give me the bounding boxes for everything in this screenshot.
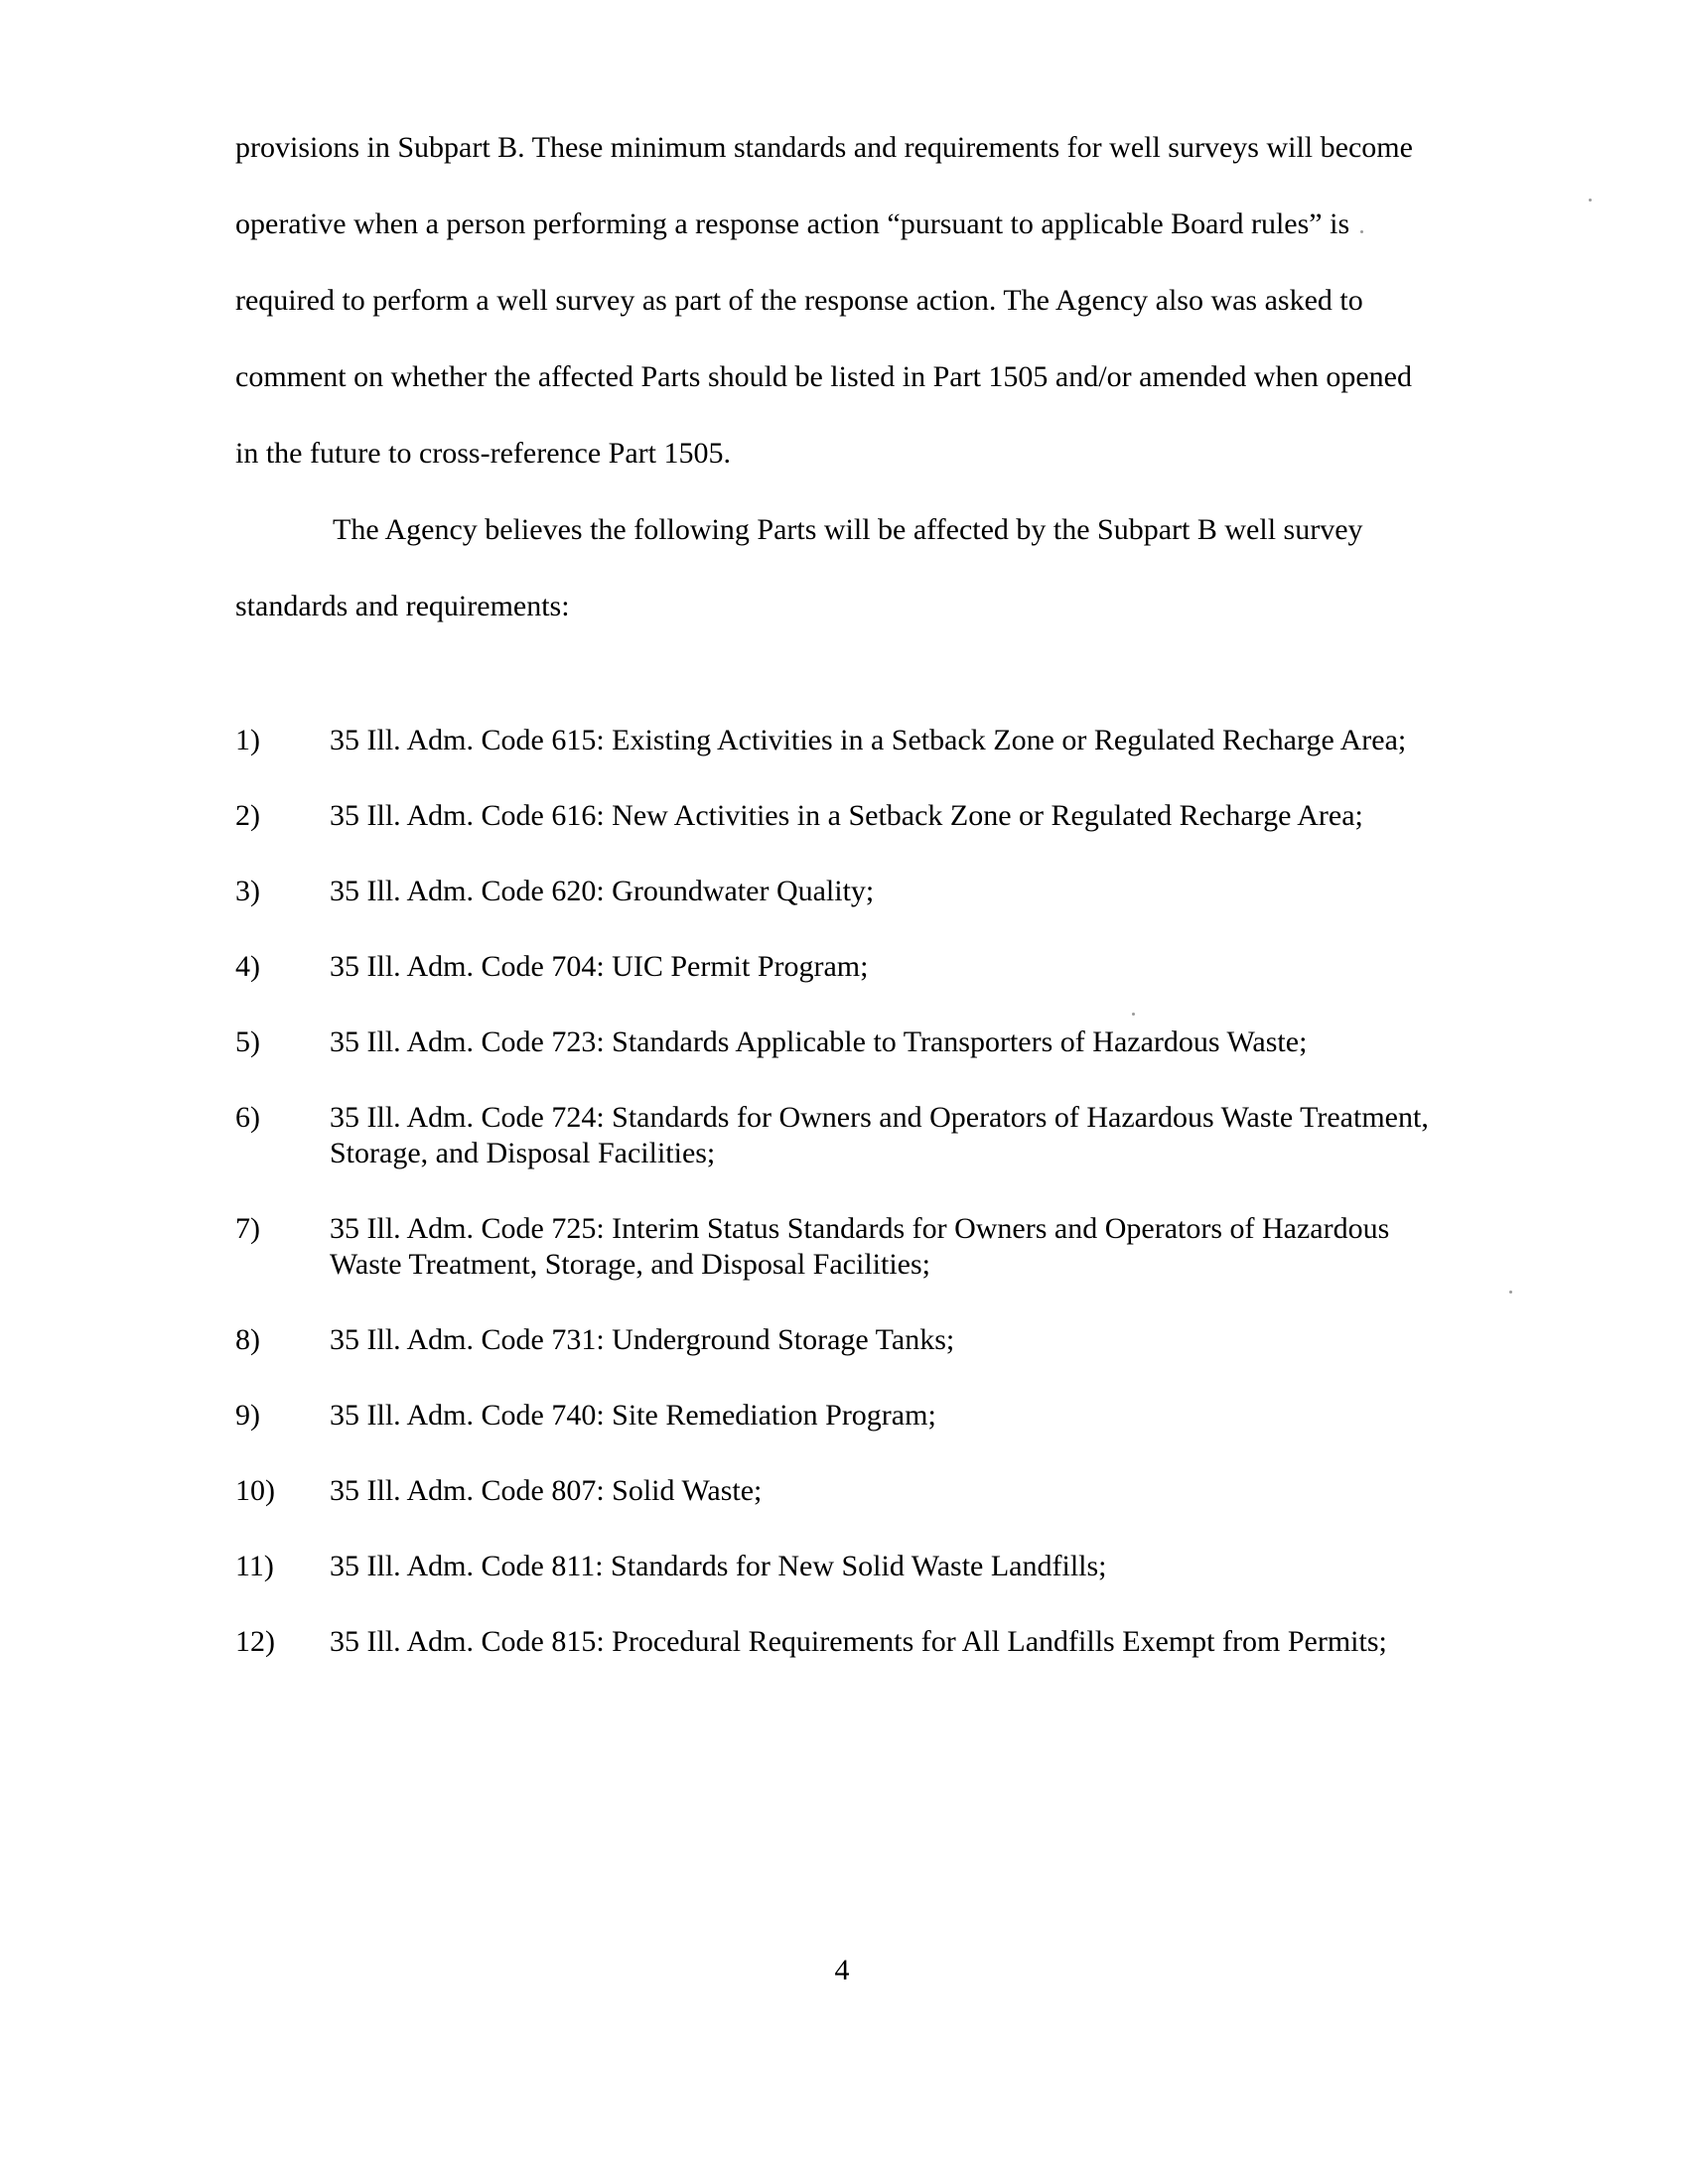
list-item-number: 5) — [235, 1025, 260, 1058]
list-item — [235, 1100, 1447, 1171]
list-item — [235, 1473, 1447, 1509]
list-item — [235, 949, 1447, 985]
list-item-text: 35 Ill. Adm. Code 811: Standards for New Solid Waste Landfills; — [330, 1550, 1107, 1582]
list-item-text: 35 Ill. Adm. Code 815: Procedural Requirements for All Landfills Exempt from Permits; — [330, 1625, 1387, 1658]
scan-speck — [1360, 230, 1363, 233]
list-item-number: 12) — [235, 1625, 275, 1658]
list-item — [235, 1322, 1447, 1358]
list-item-number: 8) — [235, 1323, 260, 1356]
list-item-text: 35 Ill. Adm. Code 724: Standards for Owners and Operators of Hazardous Waste Treatment, Storage, and Disposal Facilities; — [330, 1101, 1429, 1169]
page-number: 4 — [834, 1954, 850, 1986]
list-item-text: 35 Ill. Adm. Code 620: Groundwater Quality; — [330, 875, 875, 907]
body-text — [235, 109, 1437, 644]
affected-parts-list — [235, 723, 1447, 1660]
list-item-text: 35 Ill. Adm. Code 740: Site Remediation Program; — [330, 1399, 936, 1432]
scan-speck — [1509, 1291, 1512, 1294]
list-item — [235, 798, 1447, 834]
scan-speck — [1132, 1013, 1135, 1016]
paragraph-2: The Agency believes the following Parts will be affected by the Subpart B well survey standards and requirements: — [235, 513, 1363, 622]
list-item — [235, 1624, 1447, 1660]
list-item-number: 7) — [235, 1212, 260, 1245]
list-item-text: 35 Ill. Adm. Code 615: Existing Activities in a Setback Zone or Regulated Recharge Area; — [330, 724, 1407, 756]
list-item-number: 2) — [235, 799, 260, 832]
list-item-number: 4) — [235, 950, 260, 983]
list-item-number: 3) — [235, 875, 260, 907]
list-item — [235, 874, 1447, 909]
list-item — [235, 1024, 1447, 1060]
list-item-text: 35 Ill. Adm. Code 731: Underground Storage Tanks; — [330, 1323, 955, 1356]
list-item — [235, 1398, 1447, 1433]
list-item — [235, 1549, 1447, 1584]
list-item — [235, 723, 1447, 758]
list-item-number: 9) — [235, 1399, 260, 1432]
list-item-number: 6) — [235, 1101, 260, 1134]
list-item-text: 35 Ill. Adm. Code 704: UIC Permit Program; — [330, 950, 869, 983]
list-item-number: 10) — [235, 1474, 275, 1507]
paragraph-1: provisions in Subpart B. These minimum standards and requirements for well surveys will become operative when a person performing a response action “pursuant to applicable Board rules” is required to perform a well survey as part of the response action. The Agency also was asked to comment on whether the affected Parts should be listed in Part 1505 and/or amended when opened in the future to cross-reference Part 1505. — [235, 131, 1413, 470]
list-item-text: 35 Ill. Adm. Code 616: New Activities in a Setback Zone or Regulated Recharge Area; — [330, 799, 1363, 832]
list-item-text: 35 Ill. Adm. Code 807: Solid Waste; — [330, 1474, 763, 1507]
scan-speck — [1589, 199, 1592, 202]
list-item-text: 35 Ill. Adm. Code 723: Standards Applicable to Transporters of Hazardous Waste; — [330, 1025, 1308, 1058]
list-item-number: 11) — [235, 1550, 274, 1582]
list-item-text: 35 Ill. Adm. Code 725: Interim Status Standards for Owners and Operators of Hazardous Waste Treatment, Storage, and Disposal Facilities; — [330, 1212, 1390, 1281]
list-item — [235, 1211, 1447, 1283]
list-item-number: 1) — [235, 724, 260, 756]
